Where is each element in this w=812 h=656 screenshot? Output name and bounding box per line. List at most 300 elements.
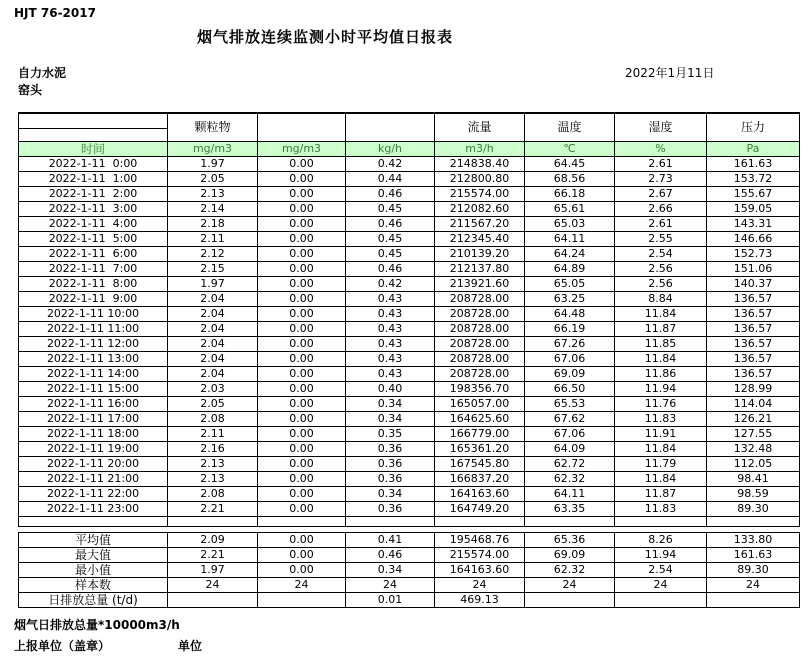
value-cell: 0.35 (346, 427, 435, 442)
value-cell: 0.36 (346, 502, 435, 517)
value-cell: 89.30 (707, 502, 800, 517)
value-cell: 69.09 (525, 548, 615, 563)
value-cell: 67.06 (525, 352, 615, 367)
table-row (19, 247, 800, 262)
value-cell: 2.67 (615, 187, 707, 202)
value-cell: 0.00 (258, 548, 346, 563)
table-row (19, 457, 800, 472)
value-cell: 0.00 (258, 472, 346, 487)
value-cell: 2.04 (168, 367, 258, 382)
time-cell: 2022-1-11 21:00 (19, 472, 168, 487)
value-cell: 0.36 (346, 457, 435, 472)
summary-label-cell: 最小值 (19, 563, 168, 578)
value-cell: 0.00 (258, 427, 346, 442)
value-cell (525, 593, 615, 608)
group-header-pressure: 压力 (707, 113, 800, 142)
value-cell: 24 (435, 578, 525, 593)
value-cell: 11.76 (615, 397, 707, 412)
value-cell: 0.43 (346, 322, 435, 337)
summary-label-cell: 日排放总量 (t/d) (19, 593, 168, 608)
summary-rows (19, 533, 800, 608)
value-cell: 0.34 (346, 397, 435, 412)
value-cell: 0.45 (346, 232, 435, 247)
value-cell: 469.13 (435, 593, 525, 608)
value-cell: 64.09 (525, 442, 615, 457)
page-title: 烟气排放连续监测小时平均值日报表 (196, 28, 453, 46)
value-cell: 65.61 (525, 202, 615, 217)
time-cell: 2022-1-11 3:00 (19, 202, 168, 217)
value-cell: 0.00 (258, 157, 346, 172)
table-row (19, 307, 800, 322)
value-cell: 136.57 (707, 307, 800, 322)
value-cell: 208728.00 (435, 292, 525, 307)
value-cell: 24 (346, 578, 435, 593)
value-cell: 2.04 (168, 322, 258, 337)
empty-cell (19, 517, 168, 527)
value-cell: 166837.20 (435, 472, 525, 487)
time-cell: 2022-1-11 2:00 (19, 187, 168, 202)
value-cell: 165361.20 (435, 442, 525, 457)
value-cell: 0.40 (346, 382, 435, 397)
value-cell: 0.00 (258, 563, 346, 578)
value-cell: 2.09 (168, 533, 258, 548)
value-cell: 114.04 (707, 397, 800, 412)
table-row (19, 502, 800, 517)
table-row (19, 563, 800, 578)
value-cell: 2.04 (168, 337, 258, 352)
value-cell: 0.00 (258, 502, 346, 517)
table-row (19, 442, 800, 457)
value-cell: 98.41 (707, 472, 800, 487)
value-cell: 214838.40 (435, 157, 525, 172)
time-cell: 2022-1-11 19:00 (19, 442, 168, 457)
value-cell: 0.00 (258, 187, 346, 202)
report-date: 2022年1月11日 (625, 66, 715, 80)
value-cell: 2.04 (168, 352, 258, 367)
station-name: 窑头 (18, 83, 43, 97)
value-cell: 2.55 (615, 232, 707, 247)
table-row (19, 277, 800, 292)
time-cell: 2022-1-11 22:00 (19, 487, 168, 502)
value-cell: 112.05 (707, 457, 800, 472)
value-cell: 11.94 (615, 548, 707, 563)
value-cell: 212082.60 (435, 202, 525, 217)
time-cell: 2022-1-11 7:00 (19, 262, 168, 277)
group-header-col4 (346, 113, 435, 142)
value-cell: 68.56 (525, 172, 615, 187)
value-cell: 11.86 (615, 367, 707, 382)
value-cell: 11.84 (615, 307, 707, 322)
value-cell: 2.13 (168, 472, 258, 487)
unit-cell: mg/m3 (168, 142, 258, 157)
value-cell: 2.15 (168, 262, 258, 277)
value-cell: 11.87 (615, 322, 707, 337)
table-row (19, 397, 800, 412)
value-cell: 0.34 (346, 412, 435, 427)
value-cell: 0.00 (258, 307, 346, 322)
value-cell: 0.00 (258, 277, 346, 292)
value-cell: 0.00 (258, 487, 346, 502)
value-cell: 2.04 (168, 292, 258, 307)
value-cell: 211567.20 (435, 217, 525, 232)
value-cell: 0.44 (346, 172, 435, 187)
value-cell: 64.24 (525, 247, 615, 262)
emission-note: 烟气日排放总量*10000m3/h (14, 618, 180, 632)
report-table-area (18, 112, 800, 608)
time-cell: 2022-1-11 20:00 (19, 457, 168, 472)
empty-cell (525, 517, 615, 527)
value-cell: 0.00 (258, 217, 346, 232)
summary-label-cell: 平均值 (19, 533, 168, 548)
value-cell: 64.48 (525, 307, 615, 322)
value-cell: 65.05 (525, 277, 615, 292)
value-cell: 212137.80 (435, 262, 525, 277)
time-cell: 2022-1-11 1:00 (19, 172, 168, 187)
value-cell (168, 593, 258, 608)
value-cell: 0.42 (346, 277, 435, 292)
table-row (19, 578, 800, 593)
value-cell: 2.18 (168, 217, 258, 232)
group-header-col3 (258, 113, 346, 142)
table-row (19, 292, 800, 307)
value-cell: 151.06 (707, 262, 800, 277)
value-cell: 2.05 (168, 397, 258, 412)
table-row (19, 322, 800, 337)
value-cell: 11.84 (615, 442, 707, 457)
value-cell: 140.37 (707, 277, 800, 292)
value-cell: 128.99 (707, 382, 800, 397)
value-cell: 11.94 (615, 382, 707, 397)
value-cell: 0.00 (258, 262, 346, 277)
time-cell: 2022-1-11 5:00 (19, 232, 168, 247)
time-cell: 2022-1-11 9:00 (19, 292, 168, 307)
value-cell: 167545.80 (435, 457, 525, 472)
value-cell: 2.21 (168, 548, 258, 563)
table-row (19, 262, 800, 277)
value-cell: 24 (168, 578, 258, 593)
value-cell: 2.08 (168, 487, 258, 502)
value-cell: 64.89 (525, 262, 615, 277)
unit-cell: Pa (707, 142, 800, 157)
value-cell: 166779.00 (435, 427, 525, 442)
value-cell: 62.32 (525, 472, 615, 487)
empty-cell (615, 517, 707, 527)
table-row (19, 487, 800, 502)
value-cell: 65.53 (525, 397, 615, 412)
summary-label-cell: 最大值 (19, 548, 168, 563)
value-cell: 136.57 (707, 367, 800, 382)
value-cell: 66.50 (525, 382, 615, 397)
value-cell: 11.91 (615, 427, 707, 442)
value-cell: 11.85 (615, 337, 707, 352)
value-cell: 159.05 (707, 202, 800, 217)
time-cell: 2022-1-11 11:00 (19, 322, 168, 337)
value-cell: 208728.00 (435, 367, 525, 382)
value-cell: 136.57 (707, 352, 800, 367)
table-row (19, 412, 800, 427)
value-cell: 0.00 (258, 247, 346, 262)
value-cell: 62.32 (525, 563, 615, 578)
unit-cell: kg/h (346, 142, 435, 157)
value-cell: 2.11 (168, 427, 258, 442)
value-cell: 64.11 (525, 232, 615, 247)
empty-cell (707, 517, 800, 527)
value-cell: 0.46 (346, 548, 435, 563)
value-cell: 215574.00 (435, 187, 525, 202)
value-cell: 2.13 (168, 457, 258, 472)
value-cell: 11.83 (615, 502, 707, 517)
value-cell: 208728.00 (435, 337, 525, 352)
value-cell: 212800.80 (435, 172, 525, 187)
value-cell: 0.00 (258, 397, 346, 412)
value-cell: 0.00 (258, 442, 346, 457)
value-cell: 0.00 (258, 352, 346, 367)
value-cell: 0.41 (346, 533, 435, 548)
value-cell: 2.21 (168, 502, 258, 517)
value-cell: 0.00 (258, 322, 346, 337)
value-cell: 0.00 (258, 337, 346, 352)
group-header-humidity: 湿度 (615, 113, 707, 142)
value-cell: 2.03 (168, 382, 258, 397)
value-cell: 2.56 (615, 262, 707, 277)
value-cell: 126.21 (707, 412, 800, 427)
value-cell (615, 593, 707, 608)
value-cell: 0.00 (258, 202, 346, 217)
value-cell: 208728.00 (435, 307, 525, 322)
value-cell: 2.66 (615, 202, 707, 217)
empty-cell (168, 517, 258, 527)
value-cell: 2.54 (615, 563, 707, 578)
table-row (19, 382, 800, 397)
value-cell: 0.42 (346, 157, 435, 172)
value-cell: 0.01 (346, 593, 435, 608)
table-row (19, 157, 800, 172)
table-row (19, 202, 800, 217)
value-cell: 0.00 (258, 382, 346, 397)
value-cell: 2.61 (615, 157, 707, 172)
value-cell: 8.84 (615, 292, 707, 307)
group-header-flow: 流量 (435, 113, 525, 142)
value-cell: 8.26 (615, 533, 707, 548)
value-cell: 62.72 (525, 457, 615, 472)
empty-row (19, 517, 800, 527)
value-cell: 69.09 (525, 367, 615, 382)
table-row (19, 472, 800, 487)
time-cell: 2022-1-11 17:00 (19, 412, 168, 427)
value-cell: 2.04 (168, 307, 258, 322)
time-cell: 2022-1-11 13:00 (19, 352, 168, 367)
value-cell: 2.13 (168, 187, 258, 202)
value-cell: 161.63 (707, 548, 800, 563)
value-cell: 0.43 (346, 337, 435, 352)
value-cell: 0.46 (346, 262, 435, 277)
value-cell: 24 (258, 578, 346, 593)
time-cell: 2022-1-11 6:00 (19, 247, 168, 262)
value-cell: 2.61 (615, 217, 707, 232)
group-header-particulate: 颗粒物 (168, 113, 258, 142)
unit-label: 单位 (178, 639, 203, 653)
value-cell: 0.00 (258, 412, 346, 427)
time-cell: 2022-1-11 10:00 (19, 307, 168, 322)
group-header-row (19, 113, 800, 142)
table-row (19, 232, 800, 247)
time-column-header: 时间 (19, 142, 168, 157)
value-cell: 133.80 (707, 533, 800, 548)
value-cell: 67.62 (525, 412, 615, 427)
value-cell: 153.72 (707, 172, 800, 187)
empty-cell (258, 517, 346, 527)
value-cell: 198356.70 (435, 382, 525, 397)
value-cell: 212345.40 (435, 232, 525, 247)
value-cell: 2.14 (168, 202, 258, 217)
value-cell: 0.43 (346, 367, 435, 382)
table-row (19, 172, 800, 187)
value-cell: 63.35 (525, 502, 615, 517)
value-cell: 11.84 (615, 352, 707, 367)
table-row (19, 533, 800, 548)
value-cell: 1.97 (168, 563, 258, 578)
table-row (19, 187, 800, 202)
value-cell: 0.34 (346, 487, 435, 502)
unit-cell: m3/h (435, 142, 525, 157)
value-cell: 161.63 (707, 157, 800, 172)
value-cell: 155.67 (707, 187, 800, 202)
value-cell: 0.00 (258, 457, 346, 472)
value-cell: 0.36 (346, 442, 435, 457)
value-cell: 1.97 (168, 277, 258, 292)
unit-cell: ℃ (525, 142, 615, 157)
time-cell: 2022-1-11 23:00 (19, 502, 168, 517)
value-cell: 24 (707, 578, 800, 593)
value-cell: 2.05 (168, 172, 258, 187)
value-cell: 164749.20 (435, 502, 525, 517)
value-cell: 89.30 (707, 563, 800, 578)
report-unit-label: 上报单位（盖章） (14, 639, 111, 653)
value-cell: 24 (525, 578, 615, 593)
doc-code: HJT 76-2017 (14, 6, 96, 20)
value-cell: 164163.60 (435, 487, 525, 502)
table-row (19, 217, 800, 232)
time-cell: 2022-1-11 18:00 (19, 427, 168, 442)
data-rows (19, 157, 800, 517)
time-group-header-cell (19, 113, 168, 142)
value-cell: 2.73 (615, 172, 707, 187)
value-cell: 0.36 (346, 472, 435, 487)
unit-cell: % (615, 142, 707, 157)
value-cell: 127.55 (707, 427, 800, 442)
value-cell: 2.12 (168, 247, 258, 262)
table-row (19, 548, 800, 563)
value-cell: 164163.60 (435, 563, 525, 578)
unit-cell: mg/m3 (258, 142, 346, 157)
value-cell: 11.84 (615, 472, 707, 487)
value-cell: 66.19 (525, 322, 615, 337)
value-cell: 215574.00 (435, 548, 525, 563)
value-cell: 2.56 (615, 277, 707, 292)
value-cell: 210139.20 (435, 247, 525, 262)
table-row (19, 352, 800, 367)
value-cell: 136.57 (707, 337, 800, 352)
value-cell: 0.00 (258, 292, 346, 307)
value-cell: 63.25 (525, 292, 615, 307)
value-cell: 11.83 (615, 412, 707, 427)
value-cell: 65.03 (525, 217, 615, 232)
time-cell: 2022-1-11 4:00 (19, 217, 168, 232)
value-cell: 0.46 (346, 217, 435, 232)
footer (14, 616, 202, 654)
value-cell: 0.00 (258, 172, 346, 187)
company-name: 自力水泥 (18, 66, 67, 80)
hourly-data-table (18, 112, 800, 527)
value-cell: 0.00 (258, 533, 346, 548)
value-cell: 165057.00 (435, 397, 525, 412)
value-cell: 64.11 (525, 487, 615, 502)
value-cell: 2.16 (168, 442, 258, 457)
table-row (19, 593, 800, 608)
summary-label-cell: 样本数 (19, 578, 168, 593)
value-cell: 0.45 (346, 247, 435, 262)
time-cell: 2022-1-11 0:00 (19, 157, 168, 172)
value-cell: 146.66 (707, 232, 800, 247)
value-cell: 0.43 (346, 292, 435, 307)
value-cell: 2.11 (168, 232, 258, 247)
value-cell: 164625.60 (435, 412, 525, 427)
time-cell: 2022-1-11 15:00 (19, 382, 168, 397)
empty-cell (435, 517, 525, 527)
value-cell: 2.08 (168, 412, 258, 427)
empty-cell (346, 517, 435, 527)
value-cell: 195468.76 (435, 533, 525, 548)
value-cell: 11.87 (615, 487, 707, 502)
value-cell: 208728.00 (435, 352, 525, 367)
table-row (19, 427, 800, 442)
table-row (19, 367, 800, 382)
value-cell: 66.18 (525, 187, 615, 202)
value-cell: 0.00 (258, 232, 346, 247)
value-cell: 98.59 (707, 487, 800, 502)
value-cell: 0.45 (346, 202, 435, 217)
time-cell: 2022-1-11 14:00 (19, 367, 168, 382)
value-cell: 11.79 (615, 457, 707, 472)
unit-header-row (19, 142, 800, 157)
time-cell: 2022-1-11 12:00 (19, 337, 168, 352)
time-cell: 2022-1-11 16:00 (19, 397, 168, 412)
value-cell: 213921.60 (435, 277, 525, 292)
table-row (19, 337, 800, 352)
group-header-temperature: 温度 (525, 113, 615, 142)
value-cell: 136.57 (707, 292, 800, 307)
value-cell: 208728.00 (435, 322, 525, 337)
value-cell: 67.06 (525, 427, 615, 442)
value-cell: 0.00 (258, 367, 346, 382)
value-cell: 0.43 (346, 352, 435, 367)
value-cell: 152.73 (707, 247, 800, 262)
time-cell: 2022-1-11 8:00 (19, 277, 168, 292)
value-cell: 0.43 (346, 307, 435, 322)
value-cell (258, 593, 346, 608)
value-cell: 65.36 (525, 533, 615, 548)
value-cell: 136.57 (707, 322, 800, 337)
value-cell: 2.54 (615, 247, 707, 262)
value-cell: 1.97 (168, 157, 258, 172)
value-cell: 24 (615, 578, 707, 593)
value-cell: 64.45 (525, 157, 615, 172)
value-cell: 132.48 (707, 442, 800, 457)
value-cell (707, 593, 800, 608)
value-cell: 0.34 (346, 563, 435, 578)
value-cell: 67.26 (525, 337, 615, 352)
summary-table (18, 532, 800, 608)
